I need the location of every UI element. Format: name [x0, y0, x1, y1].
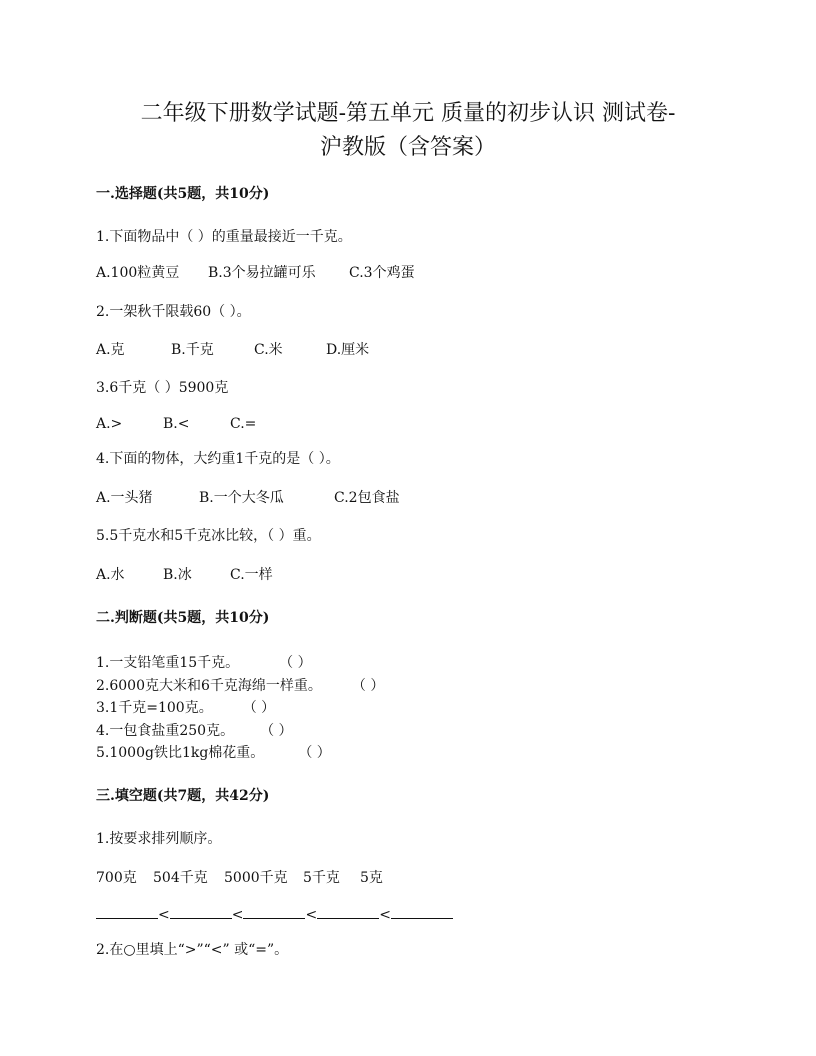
less-than-sign: <	[305, 907, 318, 923]
list-item	[96, 697, 384, 720]
question-options	[96, 566, 273, 584]
section-heading-true-false: 二.判断题(共5题，共10分)	[96, 610, 270, 626]
list-item	[96, 675, 384, 698]
question-text: 2.一架秋千限载60（ ）。	[96, 304, 251, 320]
option: C.3个鸡蛋	[349, 265, 415, 281]
item-text: 1.一支铅笔重15千克。	[96, 655, 240, 671]
true-false-list	[96, 652, 384, 765]
answer-blank[interactable]	[96, 904, 158, 919]
option: B.千克	[171, 342, 214, 358]
answer-blank[interactable]	[243, 904, 305, 919]
option: A.克	[96, 342, 125, 358]
ordering-blanks	[96, 904, 453, 924]
answer-blank[interactable]	[317, 904, 379, 919]
option: C.米	[254, 342, 283, 358]
section-heading-choice: 一.选择题(共5题，共10分)	[96, 186, 270, 202]
question-text: 3.6千克（ ）5900克	[96, 380, 229, 396]
option: C.一样	[230, 567, 273, 583]
answer-blank[interactable]	[391, 904, 453, 919]
answer-bracket[interactable]: （ ）	[242, 700, 276, 716]
question-text: 2.在○里填上“>”“<” 或“=”。	[96, 942, 289, 958]
option: B.冰	[163, 567, 192, 583]
answer-bracket[interactable]: （ ）	[298, 745, 331, 761]
answer-bracket[interactable]: （ ）	[351, 677, 385, 694]
question-options	[96, 341, 369, 359]
list-item	[96, 742, 384, 765]
option: C.=	[230, 416, 257, 432]
question-text: 1.下面物品中（ ）的重量最接近一千克。	[96, 229, 352, 245]
list-item	[96, 720, 384, 743]
answer-blank[interactable]	[170, 904, 232, 919]
question-text: 5.5千克水和5千克冰比较，（ ）重。	[96, 528, 321, 544]
option: A.一头猪	[96, 490, 153, 506]
option: B.一个大冬瓜	[199, 490, 284, 506]
item-text: 5.1000g铁比1kg棉花重。	[96, 745, 265, 761]
value-list	[96, 869, 383, 887]
page-title-line2: 沪教版（含答案）	[319, 135, 496, 160]
less-than-sign: <	[379, 907, 391, 923]
less-than-sign: <	[158, 907, 170, 923]
value-item: 5千克	[303, 870, 340, 886]
list-item	[96, 652, 384, 675]
question-options	[96, 264, 415, 282]
value-item: 5克	[360, 870, 383, 886]
question-text: 4.下面的物体，大约重1千克的是（ ）。	[96, 451, 340, 467]
option: A.水	[96, 567, 125, 583]
value-item: 504千克	[153, 870, 208, 886]
option: A.>	[96, 416, 123, 432]
option: C.2包食盐	[334, 490, 400, 506]
question-options	[96, 489, 400, 507]
question-text: 1.按要求排列顺序。	[96, 831, 222, 847]
value-item: 5000千克	[224, 870, 288, 886]
section-heading-fill-blank: 三.填空题(共7题，共42分)	[96, 788, 270, 804]
option: D.厘米	[326, 342, 370, 358]
page-title-line1: 二年级下册数学试题-第五单元 质量的初步认识 测试卷-	[140, 101, 676, 126]
answer-bracket[interactable]: （ ）	[260, 722, 293, 739]
less-than-sign: <	[231, 907, 244, 923]
option: B.<	[163, 416, 190, 432]
item-text: 3.1千克=100克。	[96, 700, 213, 716]
option: A.100粒黄豆	[96, 265, 180, 281]
item-text: 4.一包食盐重250克。	[96, 722, 235, 739]
item-text: 2.6000克大米和6千克海绵一样重。	[96, 677, 322, 694]
answer-bracket[interactable]: （ ）	[279, 655, 312, 671]
question-options	[96, 415, 256, 433]
value-item: 700克	[96, 870, 137, 886]
option: B.3个易拉罐可乐	[208, 265, 316, 281]
